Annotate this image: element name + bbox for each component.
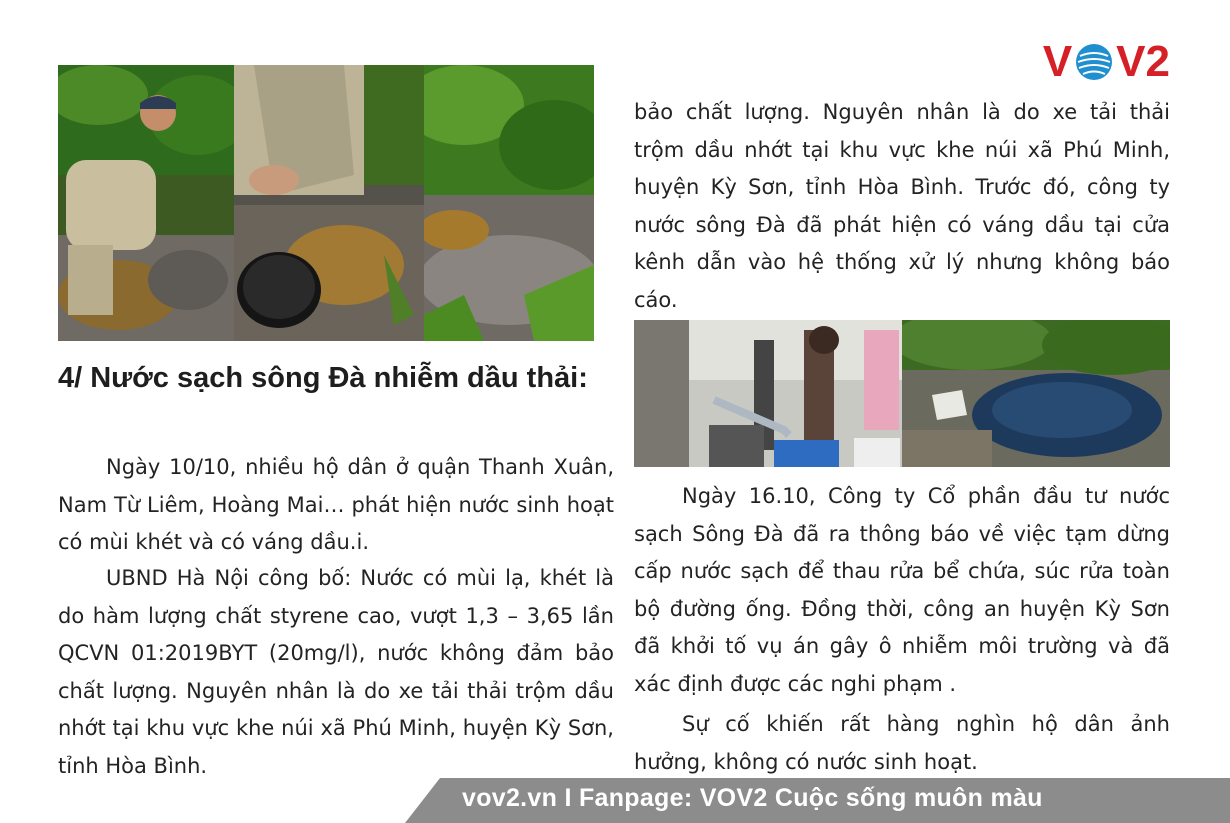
photo-bucket-oil-sludge — [234, 65, 424, 341]
right-paragraph-1: Ngày 16.10, Công ty Cổ phần đầu tư nước sạch Sông Đà đã ra thông báo về việc tạm dừng cấp nước sạch để thau rửa bể chứa, súc rửa toàn bộ đường ống. Đồng thời, công an huyện Kỳ Sơn đã khởi tố vụ án gây ô nhiễm môi trường và đã xác định được các nghi phạm . — [634, 484, 1170, 696]
logo-letter-v: V — [1042, 37, 1073, 86]
photo-people-collecting-water — [634, 320, 902, 467]
photo-worker-oily-stream — [58, 65, 234, 341]
right-top-paragraph: bảo chất lượng. Nguyên nhân là do xe tải thải trộm dầu nhớt tại khu vực khe núi xã Phú Minh, huyện Kỳ Sơn, tỉnh Hòa Bình. Trước đó, công ty nước sông Đà đã phát hiện có váng dầu tại cửa kênh dẫn vào hệ thống xử lý nhưng không báo cáo. — [634, 100, 1170, 312]
footer-bar — [0, 778, 1230, 823]
logo-letters-v2: V2 — [1116, 37, 1170, 86]
left-paragraph-2: UBND Hà Nội công bố: Nước có mùi lạ, khét là do hàm lượng chất styrene cao, vượt 1,3 – 3,65 lần QCVN 01:2019BYT (20mg/l), nước không đảm bảo chất lượng. Nguyên nhân là do xe tải thải trộm dầu nhớt tại khu vực khe núi xã Phú Minh, huyện Kỳ Sơn, tỉnh Hòa Bình. — [58, 566, 614, 778]
left-paragraph-1: Ngày 10/10, nhiều hộ dân ở quận Thanh Xuân, Nam Từ Liêm, Hoàng Mai… phát hiện nước sinh hoạt có mùi khét và có váng dầu.i. — [58, 455, 614, 554]
section-heading: 4/ Nước sạch sông Đà nhiễm dầu thải: — [58, 362, 588, 394]
globe-icon — [1074, 42, 1114, 82]
photo-polluted-pond — [902, 320, 1170, 467]
footer-text: vov2.vn I Fanpage: VOV2 Cuộc sống muôn màu — [462, 784, 1043, 812]
vov2-logo — [1042, 37, 1170, 86]
photo-oily-water-grass — [424, 65, 594, 341]
right-paragraph-2: Sự cố khiến rất hàng nghìn hộ dân ảnh hưởng, không có nước sinh hoạt. — [634, 712, 1170, 774]
